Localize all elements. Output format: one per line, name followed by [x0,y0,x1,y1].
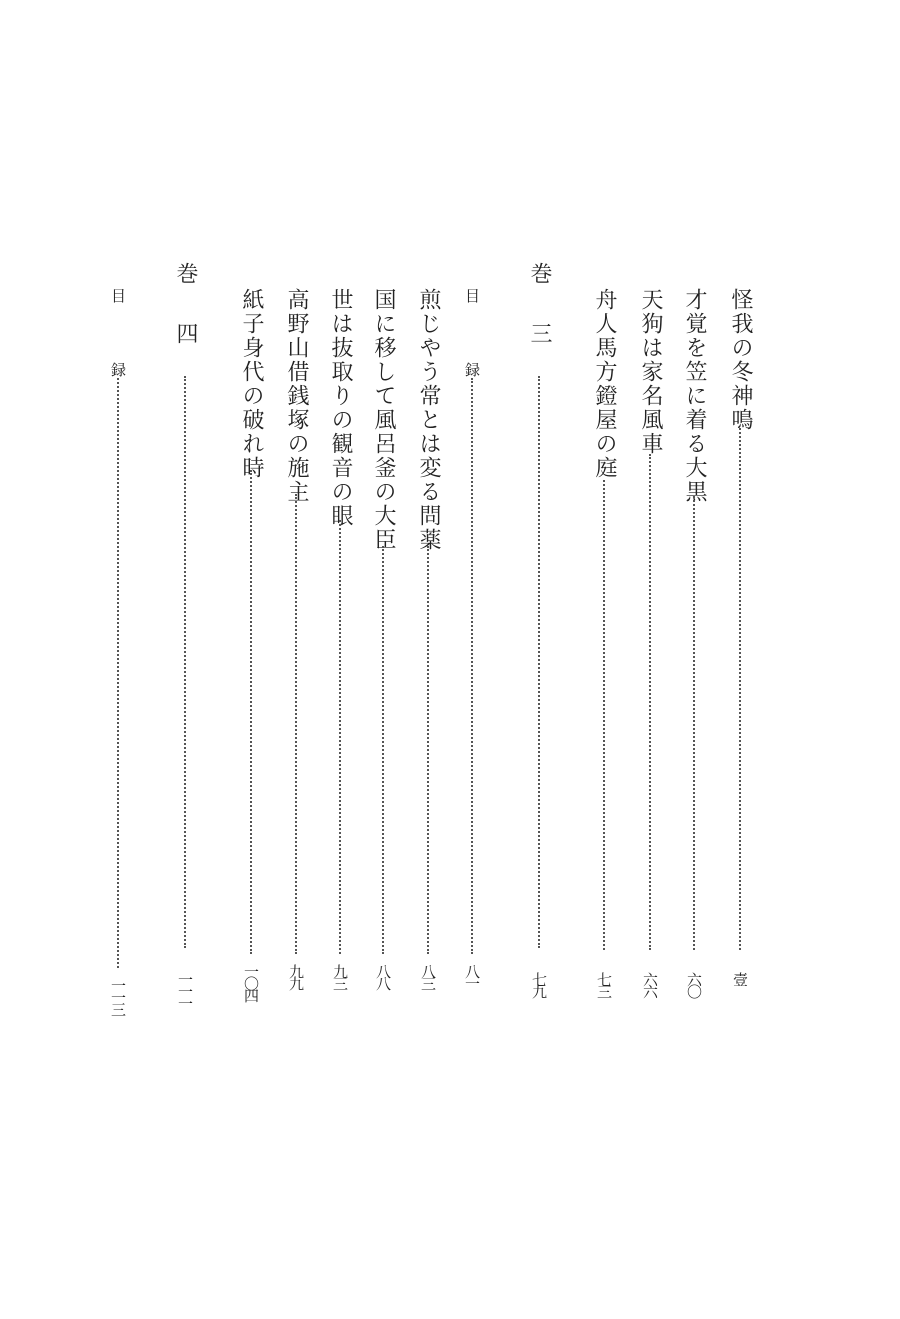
toc-entry [326,288,354,1006]
leader-dots [538,376,540,948]
toc-entry-title: 才覚を笠に着る大黒 [682,288,707,504]
toc-entry [414,288,442,1006]
toc-entry [237,288,265,1006]
toc-entry [590,288,618,1020]
toc-entry-title: 世は抜取りの観音の眼 [328,288,353,528]
toc-entry-page: 八三 [419,964,437,988]
contents-label: 目 録 [463,288,481,399]
leader-dots [382,546,384,954]
leader-dots [427,546,429,954]
toc-entry [525,262,553,1020]
toc-entry [369,288,397,1006]
toc-entry-page: 八一 [463,964,481,988]
toc-entry-page: 一一三 [109,978,127,1014]
leader-dots [339,520,341,954]
toc-entry-page: 一一一 [176,972,194,1008]
toc-entry-title: 舟人馬方鐙屋の庭 [592,288,617,480]
toc-entry-title: 紙子身代の破れ時 [239,288,264,480]
toc-entry [636,288,664,1020]
contents-label: 目 録 [109,288,127,399]
toc-entry [104,288,132,1020]
toc-entry [282,288,310,1006]
toc-entry [171,262,199,1020]
volume-heading: 巻 四 [173,262,198,352]
toc-entry-title: 怪我の冬神鳴 [728,288,753,432]
toc-entry-title: 高野山借銭塚の施主 [284,288,309,504]
toc-entry-page: 九九 [287,964,305,988]
toc-entry-page: 八八 [374,964,392,988]
leader-dots [649,454,651,950]
leader-dots [739,428,741,950]
toc-entry-page: 六六 [641,972,659,996]
leader-dots [693,496,695,950]
leader-dots [603,480,605,950]
toc-entry-title: 天狗は家名風車 [638,288,663,456]
volume-heading: 巻 三 [527,262,552,352]
toc-entry-page: 七三 [595,972,613,996]
toc-entry [680,288,708,1020]
toc-entry-page: 一〇四 [242,964,260,1000]
toc-entry-page: 九三 [331,964,349,988]
toc-entry [726,288,754,1020]
leader-dots [295,494,297,954]
toc-entry-title: 国に移して風呂釜の大臣 [371,288,396,552]
toc-entry-title: 煎じやう常とは変る問薬 [416,288,441,552]
toc-entry [458,288,486,1006]
leader-dots [250,470,252,954]
leader-dots [117,378,119,968]
leader-dots [471,378,473,954]
leader-dots [184,376,186,948]
toc-entry-page: 六〇 [685,972,703,996]
toc-entry-page: 壹 [731,972,749,984]
toc-entry-page: 七九 [530,972,548,996]
